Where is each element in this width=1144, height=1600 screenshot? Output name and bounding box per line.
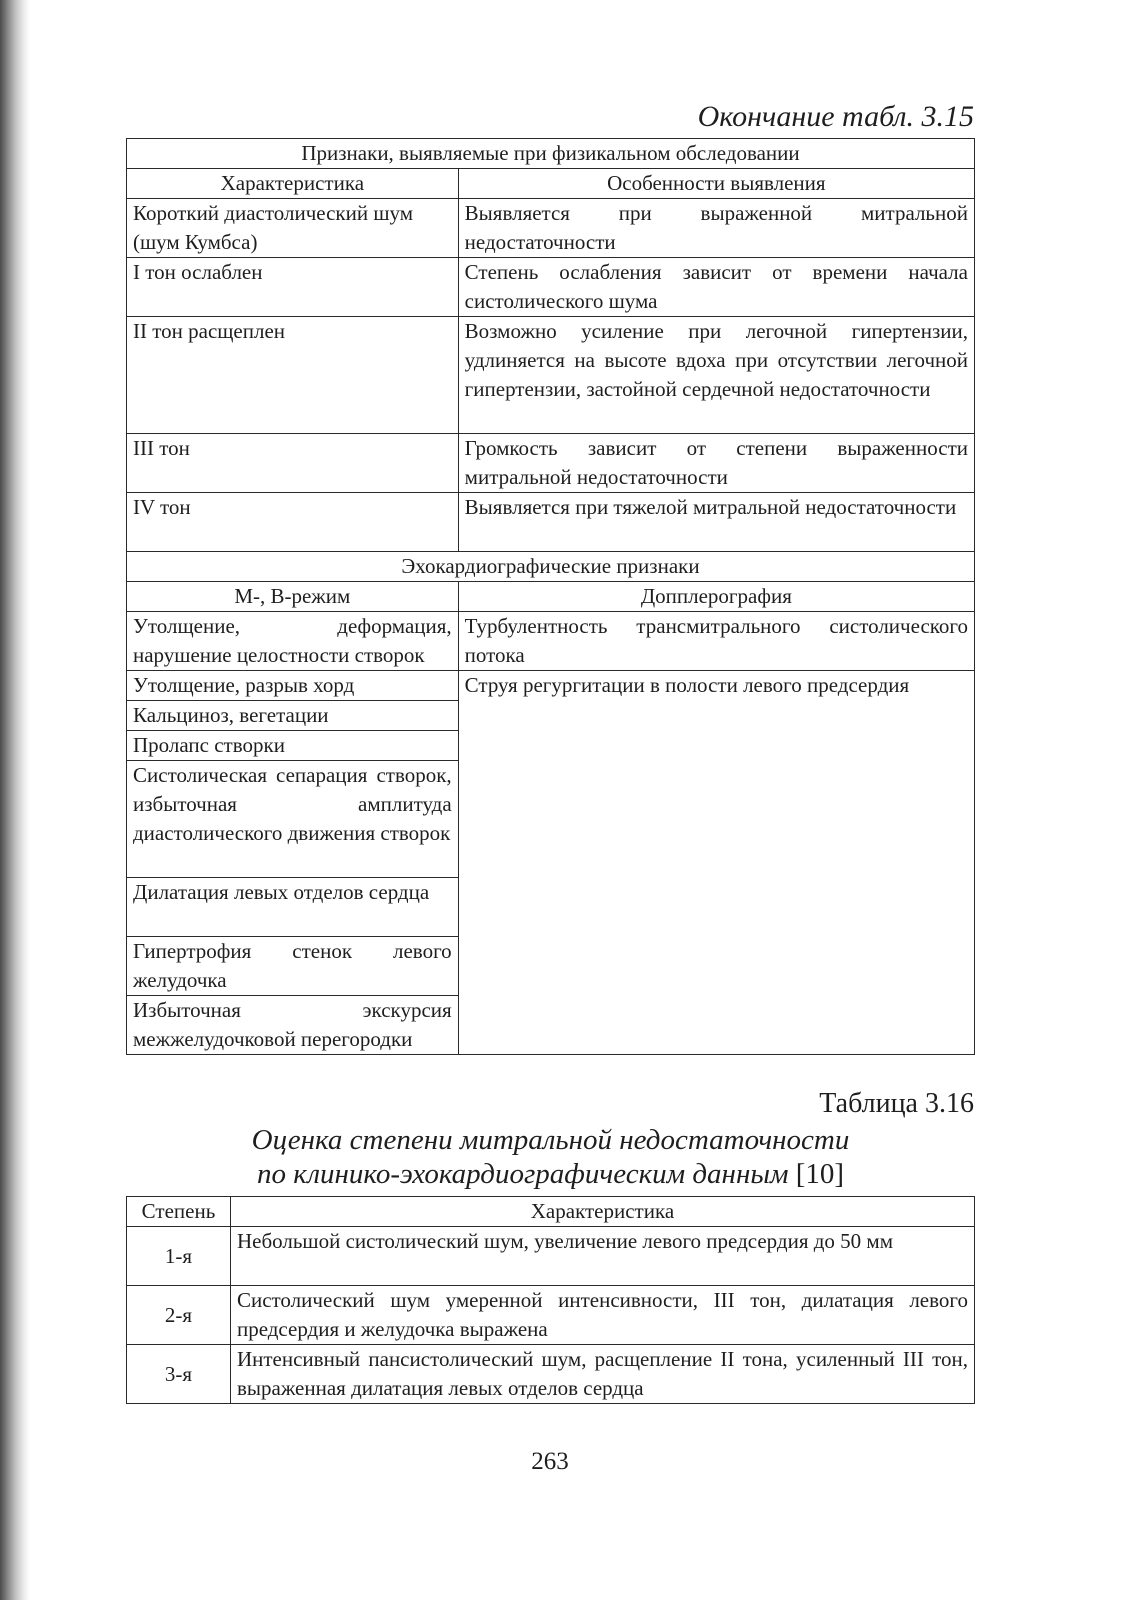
mode-cell: Систолическая сепарация створок, избыточная амплитуда диастолического движения створок <box>127 761 459 878</box>
table-row <box>127 1345 975 1404</box>
doppler-cell: Турбулентность трансмитрального систолического потока <box>458 612 974 671</box>
table-row <box>127 612 975 671</box>
column-header-characteristic: Характеристика <box>127 169 459 199</box>
table-continuation-title: Окончание табл. 3.15 <box>697 100 974 133</box>
table-row <box>127 493 975 552</box>
section-header-echo: Эхокардиографические признаки <box>127 552 975 582</box>
sign-cell: Короткий диастолический шум (шум Кумбса) <box>127 199 459 258</box>
citation-reference: [10] <box>795 1158 845 1190</box>
page-number: 263 <box>531 1448 569 1475</box>
sign-cell: I тон ослаблен <box>127 258 459 317</box>
detail-cell: Громкость зависит от степени выраженности митральной недостаточности <box>458 434 974 493</box>
characteristic-cell: Интенсивный пансистолический шум, расщепление II тона, усиленный III тон, выраженная дилатация левых отделов сердца <box>230 1345 974 1404</box>
characteristic-cell: Систолический шум умеренной интенсивности, III тон, дилатация левого предсердия и желудочка выражена <box>230 1286 974 1345</box>
table-title-line-2 <box>126 1158 975 1191</box>
mode-cell: Утолщение, разрыв хорд <box>127 671 459 701</box>
mode-cell: Пролапс створки <box>127 731 459 761</box>
mode-cell: Утолщение, деформация, нарушение целостности створок <box>127 612 459 671</box>
table-row <box>127 671 975 701</box>
mode-cell: Дилатация левых отделов сердца <box>127 878 459 937</box>
table-title-text: по клинико-эхокардиографическим данным <box>256 1158 789 1190</box>
table-3-16 <box>126 1196 975 1404</box>
characteristic-cell: Небольшой систолический шум, увеличение левого предсердия до 50 мм <box>230 1227 974 1286</box>
section-header-physical: Признаки, выявляемые при физикальном обследовании <box>127 139 975 169</box>
column-header-grade: Степень <box>127 1197 231 1227</box>
column-header-characteristic: Характеристика <box>230 1197 974 1227</box>
detail-cell: Степень ослабления зависит от времени начала систолического шума <box>458 258 974 317</box>
sign-cell: III тон <box>127 434 459 493</box>
grade-cell: 3-я <box>127 1345 231 1404</box>
book-spine-shadow <box>0 0 30 1600</box>
table-title-line-1: Оценка степени митральной недостаточности <box>251 1124 850 1156</box>
table-row <box>127 199 975 258</box>
table-3-15 <box>126 138 975 1055</box>
sign-cell: II тон расщеплен <box>127 317 459 434</box>
table-number: Таблица 3.16 <box>819 1088 974 1119</box>
detail-cell: Выявляется при выраженной митральной недостаточности <box>458 199 974 258</box>
grade-cell: 2-я <box>127 1286 231 1345</box>
grade-cell: 1-я <box>127 1227 231 1286</box>
detail-cell: Возможно усиление при легочной гипертензии, удлиняется на высоте вдоха при отсутствии легочной гипертензии, застойной сердечной недостаточности <box>458 317 974 434</box>
table-row <box>127 434 975 493</box>
column-header-detection: Особенности выявления <box>458 169 974 199</box>
table-row <box>127 1286 975 1345</box>
doppler-cell: Струя регургитации в полости левого предсердия <box>458 671 974 1055</box>
mode-cell: Гипертрофия стенок левого желудочка <box>127 937 459 996</box>
column-header-doppler: Допплерография <box>458 582 974 612</box>
sign-cell: IV тон <box>127 493 459 552</box>
mode-cell: Кальциноз, вегетации <box>127 701 459 731</box>
column-header-mode: М-, В-режим <box>127 582 459 612</box>
detail-cell: Выявляется при тяжелой митральной недостаточности <box>458 493 974 552</box>
mode-cell: Избыточная экскурсия межжелудочковой перегородки <box>127 996 459 1055</box>
table-row <box>127 258 975 317</box>
table-row <box>127 1227 975 1286</box>
table-row <box>127 317 975 434</box>
